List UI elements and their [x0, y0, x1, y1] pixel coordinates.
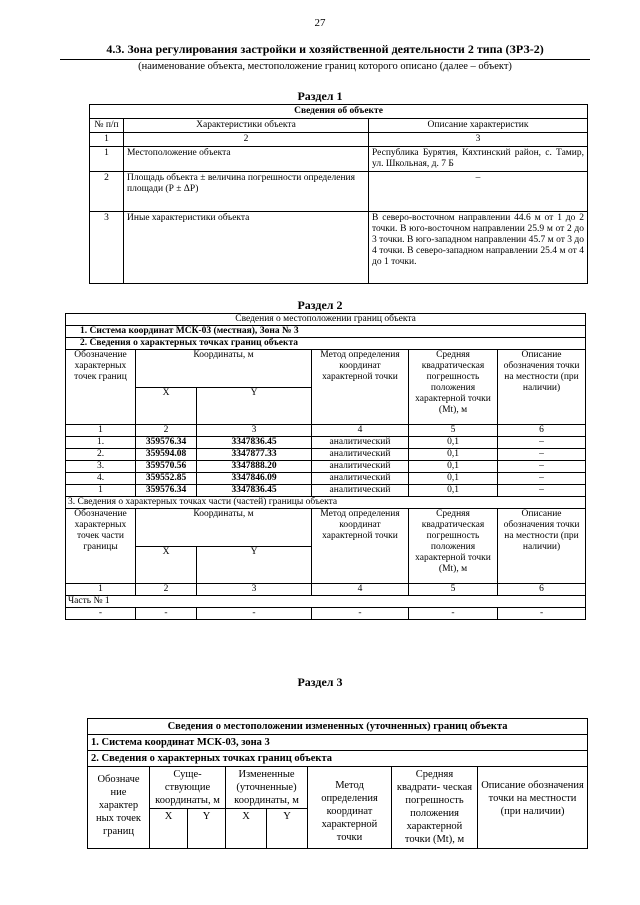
parts-header-x: X: [136, 546, 197, 584]
table-row: [66, 461, 586, 473]
point-label: 1: [66, 485, 136, 497]
row-description: Республика Бурятия, Кяхтинский район, с. Тамир, ул. Школьная, д. 7 Б: [369, 147, 588, 172]
part-cell: -: [136, 608, 197, 620]
column-number: 2: [124, 133, 369, 147]
part-cell: -: [409, 608, 498, 620]
point-y: 3347888.20: [197, 461, 312, 473]
point-y: 3347846.09: [197, 473, 312, 485]
point-y: 3347836.45: [197, 485, 312, 497]
header-accuracy: Средняя квадрати- ческая погрешность положения характерной точки (Mt), м: [392, 767, 478, 849]
table-row: [66, 473, 586, 485]
parts-header-designation: Обозначение характерных точек части границы: [66, 509, 136, 584]
column-number: 3: [197, 425, 312, 437]
point-method: аналитический: [312, 473, 409, 485]
point-x: 359552.85: [136, 473, 197, 485]
point-accuracy: 0,1: [409, 461, 498, 473]
row-description: –: [369, 172, 588, 212]
column-number: 5: [409, 425, 498, 437]
part-cell: -: [498, 608, 586, 620]
table-row: [90, 212, 588, 284]
coordinate-system: 1. Система координат МСК-03 (местная), Зона № 3: [66, 326, 586, 338]
header-point-description: Описание обозначения точки на местности (при наличии): [498, 350, 586, 425]
point-description: –: [498, 437, 586, 449]
point-x: 359570.56: [136, 461, 197, 473]
column-number: 2: [136, 584, 197, 596]
header-designation: Обозначение характерных точек границ: [66, 350, 136, 425]
header-designation: Обозначе ние характер ных точек границ: [88, 767, 150, 849]
column-number: 4: [312, 584, 409, 596]
point-description: –: [498, 449, 586, 461]
column-number: 1: [66, 584, 136, 596]
document-title: 4.3. Зона регулирования застройки и хозяйственной деятельности 2 типа (ЗРЗ-2): [106, 42, 544, 56]
part-cell: -: [312, 608, 409, 620]
section3-heading: Раздел 3: [297, 675, 343, 689]
header-existing-coords: Суще- ствующие координаты, м: [150, 767, 226, 809]
section1-heading: Раздел 1: [297, 89, 343, 103]
document-subtitle: (наименование объекта, местоположение границ которого описано (далее – объект): [60, 59, 590, 72]
column-number: 6: [498, 584, 586, 596]
parts-header-method: Метод определения координат характерной точки: [312, 509, 409, 584]
point-label: 3.: [66, 461, 136, 473]
column-number: 1: [90, 133, 124, 147]
point-description: –: [498, 473, 586, 485]
row-characteristic: Местоположение объекта: [124, 147, 369, 172]
header-y-existing: Y: [188, 809, 226, 849]
parts-header-description: Описание обозначения точки на местности (при наличии): [498, 509, 586, 584]
point-label: 1.: [66, 437, 136, 449]
table-row: [90, 147, 588, 172]
column-number: 1: [66, 425, 136, 437]
column-number: 4: [312, 425, 409, 437]
point-y: 3347836.45: [197, 437, 312, 449]
point-x: 359576.34: [136, 485, 197, 497]
page-number: 27: [314, 17, 326, 29]
parts-header-coordinates: Координаты, м: [136, 509, 312, 547]
header-description: Описание характеристик: [369, 119, 588, 133]
header-method: Метод определения координат характерной точки: [308, 767, 392, 849]
column-number: 3: [197, 584, 312, 596]
point-x: 359576.34: [136, 437, 197, 449]
row-number: 1: [90, 147, 124, 172]
point-label: 2.: [66, 449, 136, 461]
header-y: Y: [197, 387, 312, 425]
point-method: аналитический: [312, 461, 409, 473]
coordinate-system: 1. Система координат МСК-03, зона 3: [88, 735, 588, 751]
point-y: 3347877.33: [197, 449, 312, 461]
row-number: 2: [90, 172, 124, 212]
table-title: Сведения о местоположении измененных (уточненных) границ объекта: [88, 719, 588, 735]
row-number: 3: [90, 212, 124, 284]
row-characteristic: Иные характеристики объекта: [124, 212, 369, 284]
point-method: аналитический: [312, 449, 409, 461]
points-title: 2. Сведения о характерных точках границ объекта: [66, 338, 586, 350]
point-accuracy: 0,1: [409, 449, 498, 461]
parts-header-y: Y: [197, 546, 312, 584]
part-label: Часть № 1: [66, 596, 586, 608]
header-y-changed: Y: [267, 809, 308, 849]
row-description: В северо-восточном направлении 44.6 м от 1 до 2 точки. В юго-восточном направлении 25.9 м от 2 до 3 точки. В юго-западном направлении 45.7 м от 3 до 4 точки. В северо-западном направлении 25.4 м от 4 до 1 точки.: [369, 212, 588, 284]
point-description: –: [498, 485, 586, 497]
part-cell: -: [197, 608, 312, 620]
point-accuracy: 0,1: [409, 437, 498, 449]
header-characteristics: Характеристики объекта: [124, 119, 369, 133]
table-row: [66, 437, 586, 449]
point-label: 4.: [66, 473, 136, 485]
parts-header-accuracy: Средняя квадратическая погрешность положения характерной точки (Mt), м: [409, 509, 498, 584]
point-x: 359594.08: [136, 449, 197, 461]
header-x: X: [136, 387, 197, 425]
header-point-description: Описание обозначения точки на местности (при наличии): [478, 767, 588, 849]
table-title: Сведения об объекте: [90, 105, 588, 119]
point-method: аналитический: [312, 485, 409, 497]
table-row: [66, 485, 586, 497]
changed-boundaries-table: [87, 718, 588, 849]
point-accuracy: 0,1: [409, 473, 498, 485]
column-number: 6: [498, 425, 586, 437]
header-accuracy: Средняя квадратическая погрешность положения характерной точки (Mt), м: [409, 350, 498, 425]
header-method: Метод определения координат характерной точки: [312, 350, 409, 425]
point-accuracy: 0,1: [409, 485, 498, 497]
point-description: –: [498, 461, 586, 473]
parts-title: 3. Сведения о характерных точках части (частей) границы объекта: [66, 497, 586, 509]
point-method: аналитический: [312, 437, 409, 449]
table-title: Сведения о местоположении границ объекта: [66, 314, 586, 326]
header-x-existing: X: [150, 809, 188, 849]
part-cell: -: [66, 608, 136, 620]
header-coordinates: Координаты, м: [136, 350, 312, 388]
table-row: [90, 172, 588, 212]
header-x-changed: X: [226, 809, 267, 849]
table-row: [66, 608, 586, 620]
table-row: [66, 449, 586, 461]
column-number: 2: [136, 425, 197, 437]
object-info-table: [89, 104, 588, 284]
row-characteristic: Площадь объекта ± величина погрешности определения площади (Р ± ΔР): [124, 172, 369, 212]
column-number: 5: [409, 584, 498, 596]
points-title: 2. Сведения о характерных точках границ объекта: [88, 751, 588, 767]
boundary-location-table: [65, 313, 586, 620]
header-changed-coords: Измененные (уточненные) координаты, м: [226, 767, 308, 809]
header-num: № п/п: [90, 119, 124, 133]
column-number: 3: [369, 133, 588, 147]
section2-heading: Раздел 2: [297, 298, 343, 312]
